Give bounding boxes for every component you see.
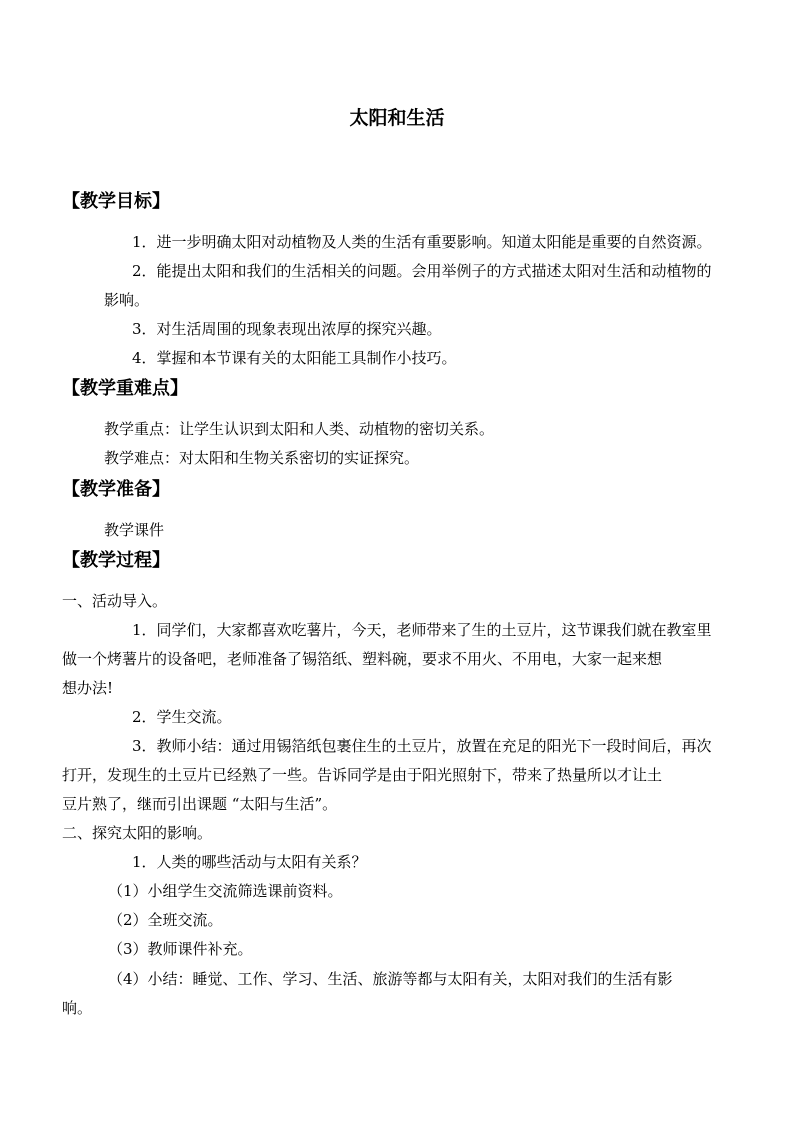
document-title: 太阳和生活 [349, 107, 445, 129]
process-line: 二、探究太阳的影响。 [62, 824, 213, 842]
process-line: 1．同学们，大家都喜欢吃薯片，今天，老师带来了生的土豆片，这节课我们就在教室里 [132, 621, 712, 639]
preparation-item: 教学课件 [104, 521, 165, 539]
section-heading-key-points: 【教学重难点】 [62, 378, 188, 399]
process-line: 2．学生交流。 [132, 708, 232, 726]
section-heading-goals: 【教学目标】 [62, 191, 170, 212]
goal-item-3: 3．对生活周围的现象表现出浓厚的探究兴趣。 [132, 320, 442, 338]
process-line: 打开，发现生的土豆片已经熟了一些。告诉同学是由于阳光照射下，带来了热量所以才让土 [62, 766, 663, 784]
key-point-difficulty: 教学难点：对太阳和生物关系密切的实证探究。 [104, 449, 420, 467]
goal-item-4: 4．掌握和本节课有关的太阳能工具制作小技巧。 [132, 349, 457, 367]
process-line: 1．人类的哪些活动与太阳有关系？ [132, 853, 367, 871]
goal-item-2: 2．能提出太阳和我们的生活相关的问题。会用举例子的方式描述太阳对生活和动植物的 [132, 262, 712, 280]
process-line: 想办法! [62, 679, 114, 697]
process-line: （3）教师课件补充。 [108, 940, 253, 958]
key-point-focus: 教学重点：让学生认识到太阳和人类、动植物的密切关系。 [104, 420, 495, 438]
process-line: 3．教师小结：通过用锡箔纸包裹住生的土豆片，放置在充足的阳光下一段时间后，再次 [132, 737, 712, 755]
section-heading-process: 【教学过程】 [62, 550, 170, 571]
process-line: 做一个烤薯片的设备吧，老师准备了锡箔纸、塑料碗，要求不用火、不用电，大家一起来想 [62, 650, 663, 668]
section-heading-preparation: 【教学准备】 [62, 479, 170, 500]
process-line: （4）小结：睡觉、工作、学习、生活、旅游等都与太阳有关，太阳对我们的生活有影 [108, 970, 673, 988]
goal-item-1: 1．进一步明确太阳对动植物及人类的生活有重要影响。知道太阳能是重要的自然资源。 [132, 233, 712, 251]
process-line: （2）全班交流。 [108, 911, 223, 929]
process-line: 响。 [62, 999, 93, 1017]
process-line: （1）小组学生交流筛选课前资料。 [108, 882, 343, 900]
goal-item-2-continued: 影响。 [104, 291, 150, 309]
process-line: 豆片熟了，继而引出课题 “太阳与生活”。 [62, 795, 338, 813]
process-line: 一、活动导入。 [62, 592, 168, 610]
